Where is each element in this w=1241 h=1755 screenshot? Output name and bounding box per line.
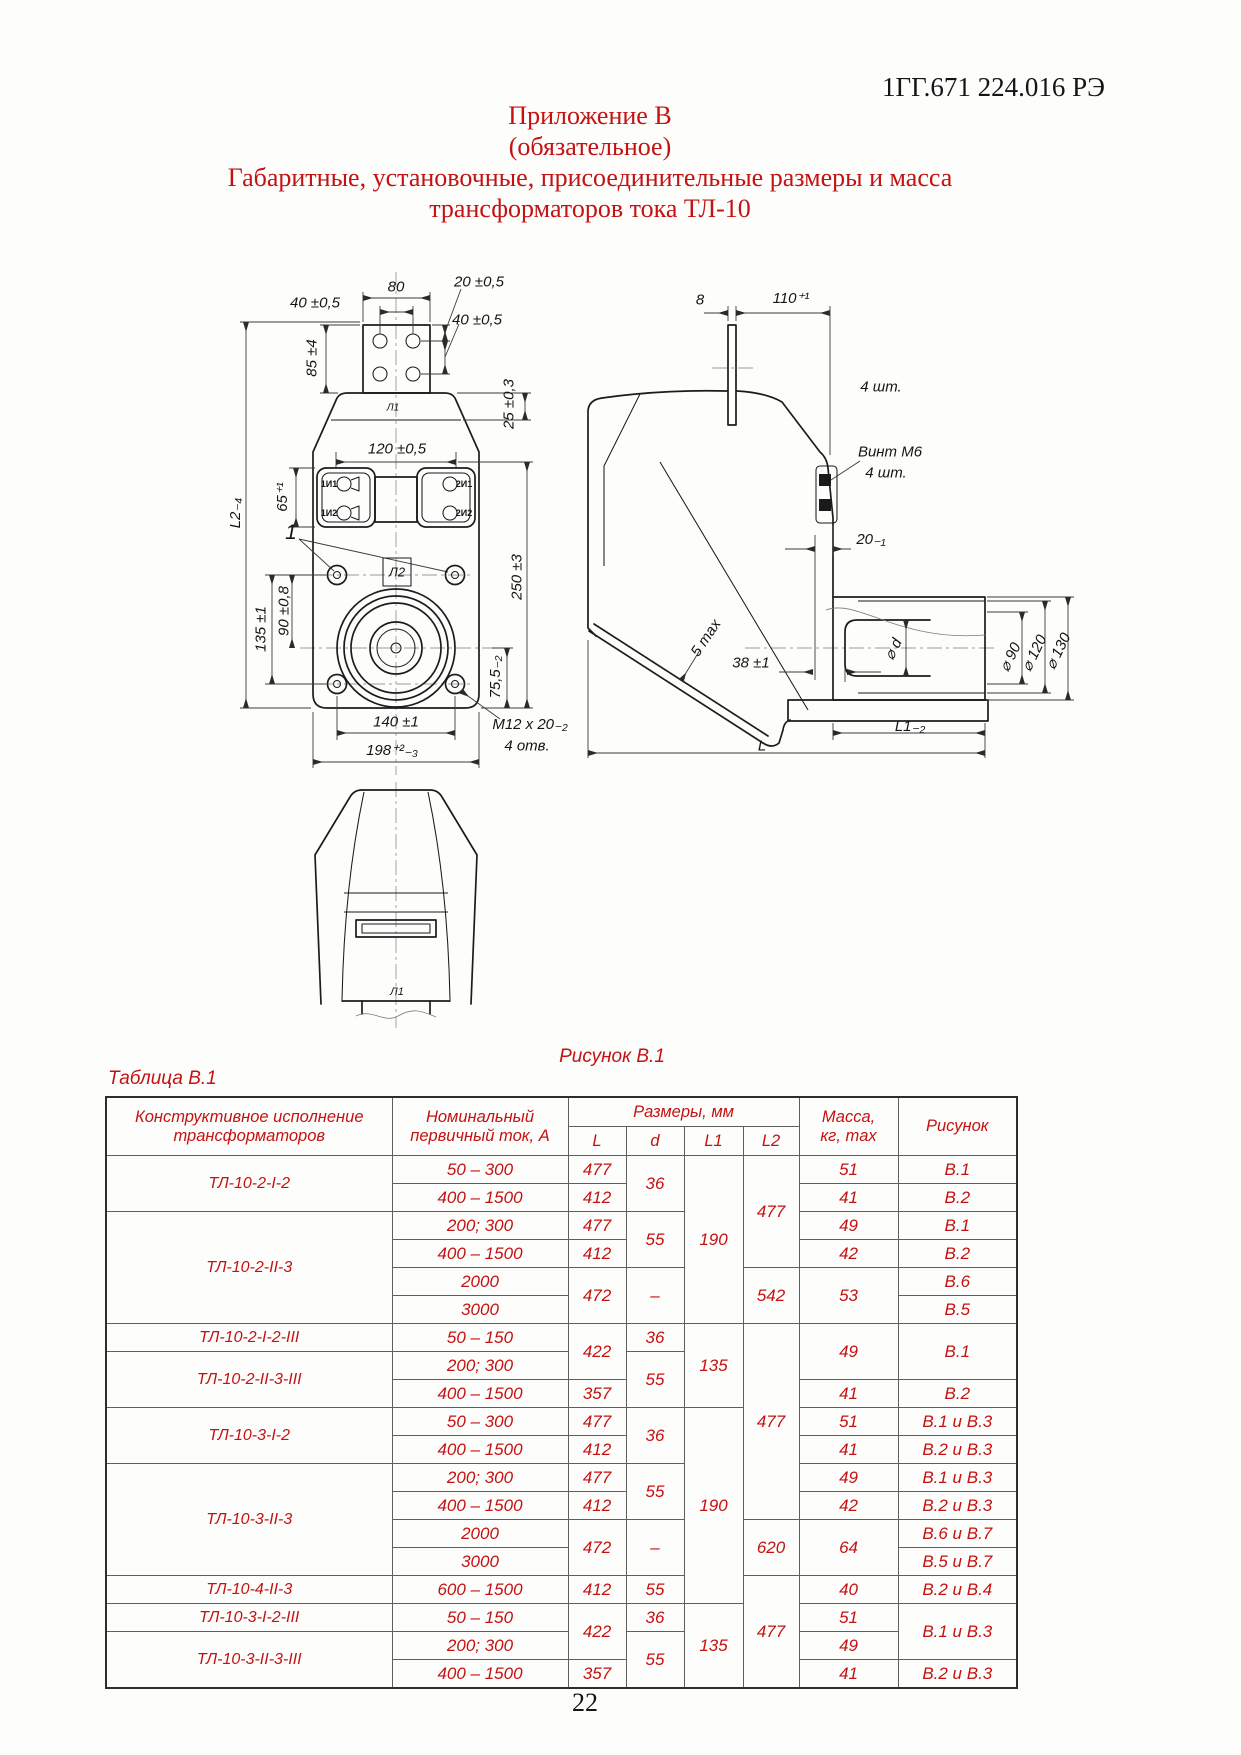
table-cell: В.1 и В.3 <box>898 1408 1017 1436</box>
table-cell: 422 <box>568 1324 626 1380</box>
col-header-current: Номинальный первичный ток, А <box>392 1097 568 1156</box>
table-cell: 2000 <box>392 1268 568 1296</box>
table-cell: В.5 <box>898 1296 1017 1324</box>
table-cell: 51 <box>799 1156 898 1184</box>
table-cell: 472 <box>568 1268 626 1324</box>
dim-l-len: L <box>757 737 767 755</box>
table-cell: 412 <box>568 1240 626 1268</box>
table-cell: В.1 и В.3 <box>898 1604 1017 1660</box>
spec-table-body <box>106 1156 1017 1689</box>
dim-40-right: 40 ±0,5 <box>452 311 502 329</box>
table-cell: 477 <box>568 1156 626 1184</box>
dim-198: 198⁺²₋₃ <box>366 742 418 759</box>
term-2i2: 2И2 <box>455 508 473 518</box>
table-cell: ТЛ-10-2-II-3 <box>106 1212 392 1324</box>
table-title: Таблица В.1 <box>108 1068 217 1089</box>
table-cell: 55 <box>626 1576 684 1604</box>
table-row <box>106 1576 1017 1604</box>
dim-38: 38 ±1 <box>732 654 770 672</box>
table-cell: В.2 <box>898 1380 1017 1408</box>
table-cell: В.2 <box>898 1184 1017 1212</box>
table-cell: 620 <box>743 1520 799 1576</box>
table-cell: 49 <box>799 1464 898 1492</box>
table-cell: В.2 <box>898 1240 1017 1268</box>
table-cell: 3000 <box>392 1548 568 1576</box>
table-cell: 41 <box>799 1436 898 1464</box>
table-cell: В.5 и В.7 <box>898 1548 1017 1576</box>
table-cell: В.6 и В.7 <box>898 1520 1017 1548</box>
table-cell: 50 – 300 <box>392 1408 568 1436</box>
table-cell: 55 <box>626 1212 684 1268</box>
table-cell: В.2 и В.3 <box>898 1660 1017 1689</box>
dim-120: 120 ±0,5 <box>367 440 427 458</box>
table-cell: 51 <box>799 1604 898 1632</box>
mark-l2-center: Л2 <box>388 564 406 580</box>
table-cell: 55 <box>626 1464 684 1520</box>
dim-250: 250 ±3 <box>508 554 526 600</box>
dim-40-top: 40 ±0,5 <box>290 294 340 312</box>
table-cell: 412 <box>568 1576 626 1604</box>
table-cell: 477 <box>743 1156 799 1268</box>
table-cell: 472 <box>568 1520 626 1576</box>
table-cell: 135 <box>684 1604 743 1689</box>
callout-1: 1 <box>285 521 297 544</box>
dim-135: 135 ±1 <box>252 606 270 652</box>
term-2i1: 2И1 <box>455 479 473 489</box>
title-line-description: Габаритные, установочные, присоединительные размеры и масса <box>227 163 953 192</box>
table-cell: 41 <box>799 1660 898 1689</box>
table-cell: 477 <box>568 1212 626 1240</box>
table-cell: 400 – 1500 <box>392 1660 568 1689</box>
dim-d120: ⌀ 120 <box>1018 632 1051 675</box>
table-cell: ТЛ-10-2-I-2-III <box>106 1324 392 1352</box>
table-cell: 53 <box>799 1268 898 1324</box>
title-line-product: трансформаторов тока ТЛ-10 <box>429 194 751 223</box>
col-header-size-l: L <box>568 1127 626 1156</box>
dim-m12: M12 x 20₋₂ <box>492 716 568 733</box>
table-cell: 55 <box>626 1632 684 1689</box>
note-vint-m6: Винт М6 <box>857 443 923 461</box>
table-cell: В.6 <box>898 1268 1017 1296</box>
table-cell: 400 – 1500 <box>392 1436 568 1464</box>
table-row <box>106 1324 1017 1352</box>
dim-20-right: 20 ±0,5 <box>454 273 504 291</box>
table-cell: 64 <box>799 1520 898 1576</box>
table-cell: 200; 300 <box>392 1212 568 1240</box>
table-cell: 42 <box>799 1492 898 1520</box>
table-cell: 600 – 1500 <box>392 1576 568 1604</box>
table-cell: 477 <box>743 1576 799 1689</box>
table-row <box>106 1632 1017 1660</box>
table-cell: ТЛ-10-2-II-3-III <box>106 1352 392 1408</box>
table-cell: 51 <box>799 1408 898 1436</box>
table-cell: 49 <box>799 1324 898 1380</box>
dim-110: 110⁺¹ <box>772 290 810 307</box>
dim-90: 90 ±0,8 <box>275 586 293 636</box>
table-cell: 200; 300 <box>392 1352 568 1380</box>
dim-65: 65⁺¹ <box>274 482 291 512</box>
table-cell: 36 <box>626 1156 684 1212</box>
table-row <box>106 1604 1017 1632</box>
col-header-size-d: d <box>626 1127 684 1156</box>
term-1i2: 1И2 <box>320 508 338 518</box>
dim-85: 85 ±4 <box>303 339 321 377</box>
table-cell: 135 <box>684 1324 743 1408</box>
table-cell: 412 <box>568 1436 626 1464</box>
table-row <box>106 1156 1017 1184</box>
table-cell: В.2 и В.4 <box>898 1576 1017 1604</box>
table-cell: 3000 <box>392 1296 568 1324</box>
table-cell: 55 <box>626 1352 684 1408</box>
table-cell: 200; 300 <box>392 1464 568 1492</box>
dim-d130: ⌀ 130 <box>1042 630 1075 673</box>
table-cell: 190 <box>684 1156 743 1324</box>
table-cell: В.2 и В.3 <box>898 1492 1017 1520</box>
title-line-mandatory: (обязательное) <box>508 132 672 161</box>
col-header-design: Конструктивное исполнение трансформаторов <box>106 1097 392 1156</box>
mark-l1-bottom: Л1 <box>390 986 404 998</box>
table-cell: 50 – 300 <box>392 1156 568 1184</box>
table-cell: – <box>626 1520 684 1576</box>
doc-number: 1ГГ.671 224.016 РЭ <box>881 72 1105 102</box>
table-cell: ТЛ-10-3-I-2-III <box>106 1604 392 1632</box>
table-cell: ТЛ-10-2-I-2 <box>106 1156 392 1212</box>
title-line-appendix: Приложение В <box>508 101 672 130</box>
table-cell: 41 <box>799 1184 898 1212</box>
table-cell: 41 <box>799 1380 898 1408</box>
table-row <box>106 1464 1017 1492</box>
table-cell: ТЛ-10-4-II-3 <box>106 1576 392 1604</box>
table-cell: 42 <box>799 1240 898 1268</box>
dim-l2-height: L2₋₄ <box>227 497 244 529</box>
dim-8: 8 <box>695 291 705 309</box>
dim-20-flange: 20₋₁ <box>856 531 886 548</box>
col-header-sizes: Размеры, мм <box>568 1097 799 1127</box>
col-header-size-l2: L2 <box>743 1127 799 1156</box>
term-1i1: 1И1 <box>320 479 338 489</box>
table-cell: 400 – 1500 <box>392 1184 568 1212</box>
dim-75-5: 75,5₋₂ <box>487 655 504 699</box>
table-cell: 40 <box>799 1576 898 1604</box>
table-row <box>106 1212 1017 1240</box>
spec-table <box>105 1096 1018 1689</box>
table-cell: ТЛ-10-3-II-3 <box>106 1464 392 1576</box>
table-cell: 49 <box>799 1632 898 1660</box>
table-cell: 400 – 1500 <box>392 1492 568 1520</box>
page-number: 22 <box>572 1688 598 1717</box>
table-cell: 49 <box>799 1212 898 1240</box>
dim-5max: 5 max <box>687 616 725 660</box>
dim-25: 25 ±0,3 <box>500 379 518 429</box>
table-row <box>106 1408 1017 1436</box>
col-header-size-l1: L1 <box>684 1127 743 1156</box>
table-cell: ТЛ-10-3-II-3-III <box>106 1632 392 1689</box>
table-cell: 190 <box>684 1408 743 1604</box>
dim-140: 140 ±1 <box>373 713 419 731</box>
table-cell: 50 – 150 <box>392 1324 568 1352</box>
table-cell: 412 <box>568 1184 626 1212</box>
table-cell: – <box>626 1268 684 1324</box>
table-cell: 422 <box>568 1604 626 1660</box>
mark-l1-front: Л1 <box>386 402 400 414</box>
dim-80: 80 <box>387 278 405 296</box>
table-cell: 357 <box>568 1380 626 1408</box>
table-cell: 542 <box>743 1268 799 1324</box>
table-cell: 412 <box>568 1492 626 1520</box>
col-header-mass: Масса, кг, max <box>799 1097 898 1156</box>
table-cell: В.2 и В.3 <box>898 1436 1017 1464</box>
table-cell: В.1 <box>898 1324 1017 1380</box>
col-header-figure: Рисунок <box>898 1097 1017 1156</box>
table-cell: 477 <box>568 1464 626 1492</box>
table-cell: 36 <box>626 1604 684 1632</box>
table-cell: 2000 <box>392 1520 568 1548</box>
dim-l1-len: L1₋₂ <box>894 718 926 735</box>
table-cell: 477 <box>743 1324 799 1520</box>
table-cell: В.1 <box>898 1156 1017 1184</box>
table-cell: 36 <box>626 1324 684 1352</box>
note-4sht-pin: 4 шт. <box>860 378 902 396</box>
table-cell: В.1 и В.3 <box>898 1464 1017 1492</box>
spec-table-head <box>106 1097 1017 1156</box>
note-4sht-vint: 4 шт. <box>865 464 907 482</box>
table-cell: В.1 <box>898 1212 1017 1240</box>
dim-d90: ⌀ 90 <box>996 640 1025 675</box>
dim-m12-qty: 4 отв. <box>504 737 550 755</box>
table-cell: 357 <box>568 1660 626 1689</box>
table-cell: 200; 300 <box>392 1632 568 1660</box>
figure-caption: Рисунок В.1 <box>559 1046 665 1067</box>
table-cell: 477 <box>568 1408 626 1436</box>
table-cell: 50 – 150 <box>392 1604 568 1632</box>
dim-d-bore: ⌀ d <box>881 635 906 663</box>
table-cell: ТЛ-10-3-I-2 <box>106 1408 392 1464</box>
table-cell: 36 <box>626 1408 684 1464</box>
table-cell: 400 – 1500 <box>392 1380 568 1408</box>
table-cell: 400 – 1500 <box>392 1240 568 1268</box>
